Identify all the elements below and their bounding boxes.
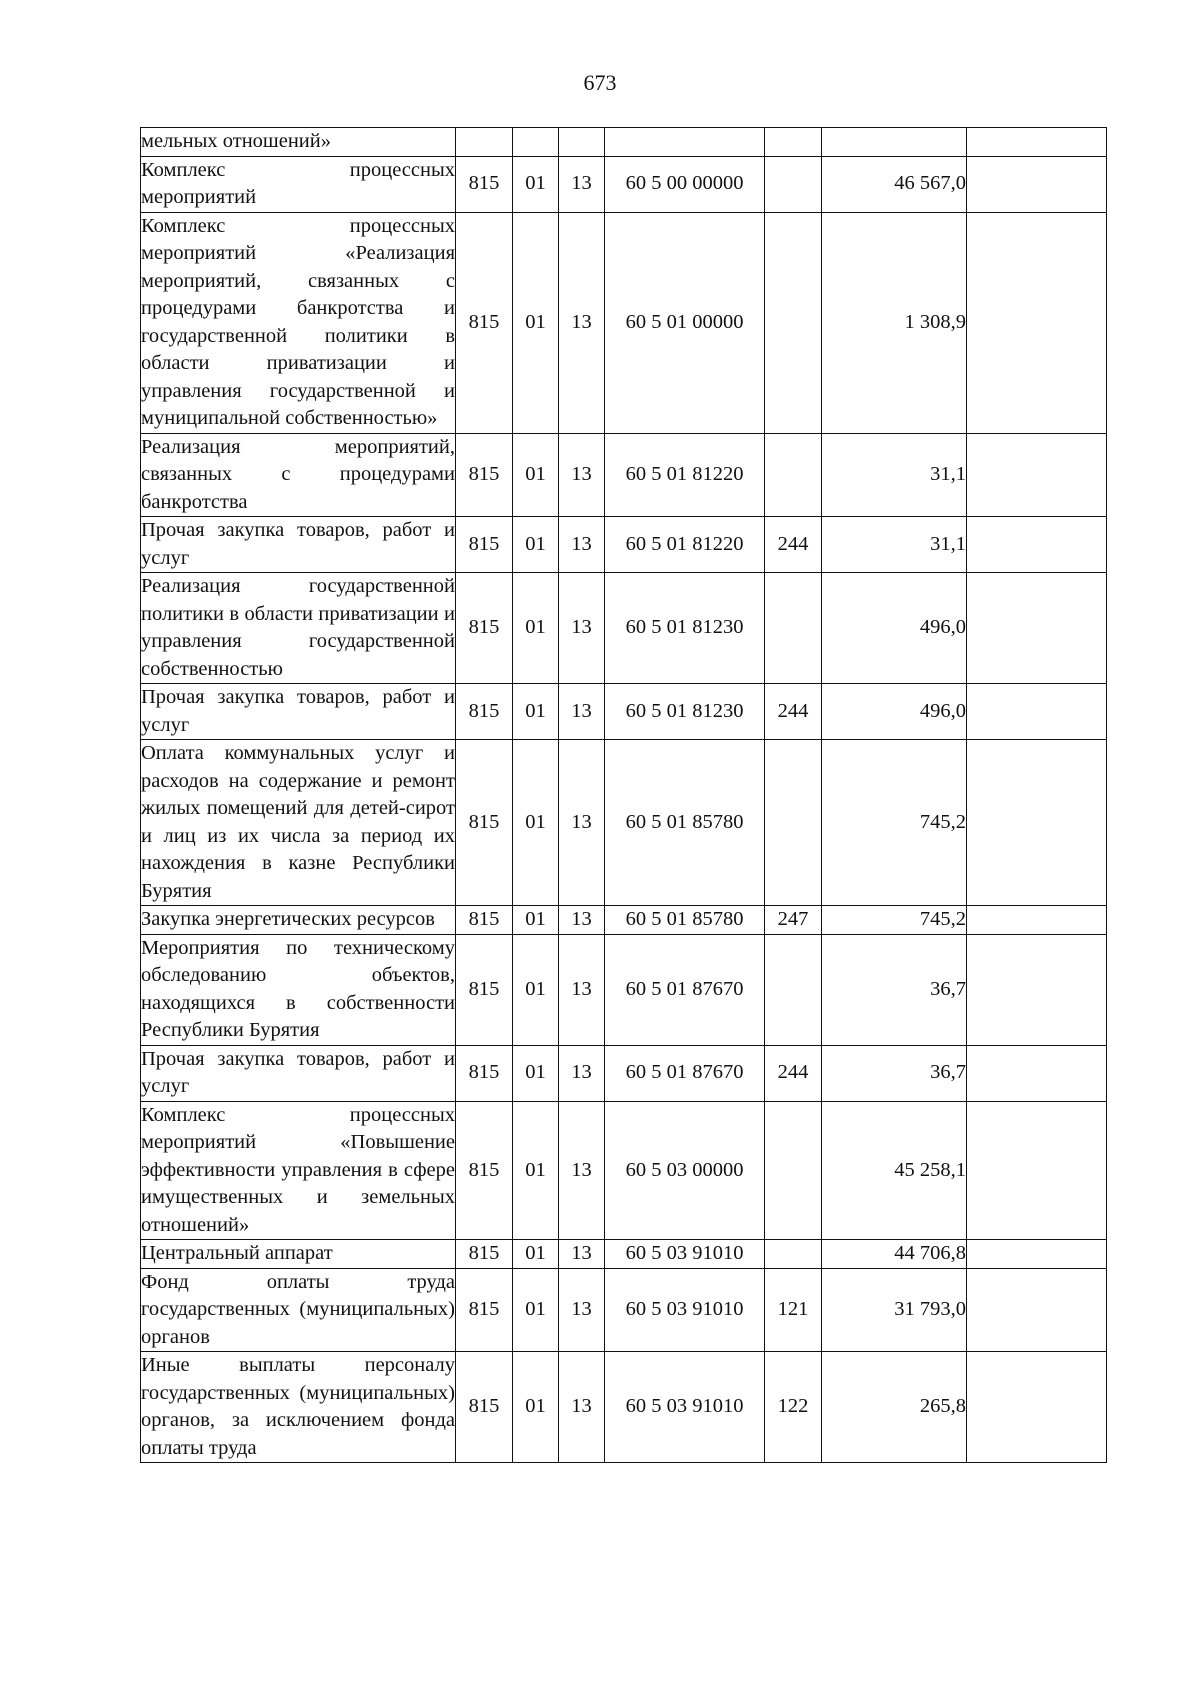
section-code-cell: 01 (513, 1240, 559, 1269)
target-article-cell: 60 5 03 00000 (605, 1101, 765, 1240)
expense-type-cell (765, 1240, 822, 1269)
ministry-code-cell: 815 (456, 1240, 513, 1269)
expense-type-cell: 244 (765, 517, 822, 573)
extra-cell (967, 1268, 1107, 1352)
section-code-cell: 01 (513, 1268, 559, 1352)
amount-cell: 265,8 (822, 1352, 967, 1463)
budget-table (140, 127, 1107, 1463)
subsection-code-cell: 13 (559, 433, 605, 517)
section-code-cell: 01 (513, 156, 559, 212)
subsection-code-cell: 13 (559, 156, 605, 212)
ministry-code-cell: 815 (456, 1045, 513, 1101)
subsection-code-cell: 13 (559, 1268, 605, 1352)
table-row (141, 740, 1107, 906)
expense-type-cell: 244 (765, 1045, 822, 1101)
amount-cell: 45 258,1 (822, 1101, 967, 1240)
ministry-code-cell: 815 (456, 1352, 513, 1463)
target-article-cell: 60 5 03 91010 (605, 1352, 765, 1463)
subsection-code-cell (559, 128, 605, 157)
section-code-cell: 01 (513, 684, 559, 740)
ministry-code-cell: 815 (456, 934, 513, 1045)
ministry-code-cell: 815 (456, 573, 513, 684)
amount-cell: 31,1 (822, 517, 967, 573)
expense-type-cell (765, 740, 822, 906)
row-name-cell: Прочая закупка товаров, работ и услуг (141, 1045, 456, 1101)
row-name-cell: Фонд оплаты труда государственных (муниципальных) органов (141, 1268, 456, 1352)
subsection-code-cell: 13 (559, 517, 605, 573)
subsection-code-cell: 13 (559, 740, 605, 906)
row-name-cell: Мероприятия по техническому обследованию объектов, находящихся в собственности Республики Бурятия (141, 934, 456, 1045)
subsection-code-cell: 13 (559, 1240, 605, 1269)
amount-cell (822, 128, 967, 157)
ministry-code-cell: 815 (456, 433, 513, 517)
ministry-code-cell: 815 (456, 906, 513, 935)
section-code-cell: 01 (513, 433, 559, 517)
row-name-cell: Закупка энергетических ресурсов (141, 906, 456, 935)
ministry-code-cell: 815 (456, 156, 513, 212)
ministry-code-cell: 815 (456, 740, 513, 906)
table-row (141, 1352, 1107, 1463)
row-name-cell: Реализация мероприятий, связанных с процедурами банкротства (141, 433, 456, 517)
expense-type-cell (765, 1101, 822, 1240)
ministry-code-cell: 815 (456, 517, 513, 573)
section-code-cell: 01 (513, 212, 559, 433)
amount-cell: 745,2 (822, 906, 967, 935)
extra-cell (967, 1240, 1107, 1269)
target-article-cell: 60 5 01 87670 (605, 1045, 765, 1101)
row-name-cell: Комплекс процессных мероприятий «Реализация мероприятий, связанных с процедурами банкротства и государственной политики в области приватизации и управления государственной и муниципальной собственностью» (141, 212, 456, 433)
extra-cell (967, 1101, 1107, 1240)
amount-cell: 745,2 (822, 740, 967, 906)
extra-cell (967, 156, 1107, 212)
expense-type-cell (765, 573, 822, 684)
extra-cell (967, 517, 1107, 573)
extra-cell (967, 934, 1107, 1045)
extra-cell (967, 684, 1107, 740)
ministry-code-cell: 815 (456, 212, 513, 433)
target-article-cell: 60 5 01 85780 (605, 906, 765, 935)
expense-type-cell: 244 (765, 684, 822, 740)
ministry-code-cell (456, 128, 513, 157)
target-article-cell: 60 5 01 81230 (605, 684, 765, 740)
extra-cell (967, 433, 1107, 517)
subsection-code-cell: 13 (559, 212, 605, 433)
target-article-cell: 60 5 03 91010 (605, 1268, 765, 1352)
expense-type-cell (765, 433, 822, 517)
table-row (141, 156, 1107, 212)
table-row (141, 1240, 1107, 1269)
target-article-cell: 60 5 01 81220 (605, 433, 765, 517)
amount-cell: 31,1 (822, 433, 967, 517)
table-row (141, 128, 1107, 157)
subsection-code-cell: 13 (559, 684, 605, 740)
subsection-code-cell: 13 (559, 573, 605, 684)
target-article-cell: 60 5 01 87670 (605, 934, 765, 1045)
subsection-code-cell: 13 (559, 1101, 605, 1240)
section-code-cell (513, 128, 559, 157)
ministry-code-cell: 815 (456, 1268, 513, 1352)
target-article-cell: 60 5 01 81220 (605, 517, 765, 573)
extra-cell (967, 1045, 1107, 1101)
row-name-cell: Центральный аппарат (141, 1240, 456, 1269)
expense-type-cell (765, 156, 822, 212)
subsection-code-cell: 13 (559, 906, 605, 935)
expense-type-cell: 121 (765, 1268, 822, 1352)
target-article-cell: 60 5 00 00000 (605, 156, 765, 212)
table-row (141, 1268, 1107, 1352)
expense-type-cell (765, 128, 822, 157)
extra-cell (967, 906, 1107, 935)
budget-table-body (141, 128, 1107, 1463)
extra-cell (967, 1352, 1107, 1463)
expense-type-cell: 247 (765, 906, 822, 935)
section-code-cell: 01 (513, 573, 559, 684)
row-name-cell: мельных отношений» (141, 128, 456, 157)
table-row (141, 1101, 1107, 1240)
row-name-cell: Реализация государственной политики в области приватизации и управления государственной собственностью (141, 573, 456, 684)
amount-cell: 46 567,0 (822, 156, 967, 212)
row-name-cell: Комплекс процессных мероприятий (141, 156, 456, 212)
section-code-cell: 01 (513, 934, 559, 1045)
amount-cell: 496,0 (822, 684, 967, 740)
page-number: 673 (583, 70, 617, 95)
amount-cell: 31 793,0 (822, 1268, 967, 1352)
table-row (141, 212, 1107, 433)
row-name-cell: Комплекс процессных мероприятий «Повышение эффективности управления в сфере имущественных и земельных отношений» (141, 1101, 456, 1240)
section-code-cell: 01 (513, 906, 559, 935)
row-name-cell: Прочая закупка товаров, работ и услуг (141, 517, 456, 573)
row-name-cell: Иные выплаты персоналу государственных (муниципальных) органов, за исключением фонда оплаты труда (141, 1352, 456, 1463)
row-name-cell: Прочая закупка товаров, работ и услуг (141, 684, 456, 740)
amount-cell: 496,0 (822, 573, 967, 684)
amount-cell: 36,7 (822, 1045, 967, 1101)
row-name-cell: Оплата коммунальных услуг и расходов на содержание и ремонт жилых помещений для детей-сирот и лиц из их числа за период их нахождения в казне Республики Бурятия (141, 740, 456, 906)
table-row (141, 684, 1107, 740)
extra-cell (967, 128, 1107, 157)
section-code-cell: 01 (513, 1352, 559, 1463)
section-code-cell: 01 (513, 517, 559, 573)
amount-cell: 44 706,8 (822, 1240, 967, 1269)
target-article-cell: 60 5 03 91010 (605, 1240, 765, 1269)
table-row (141, 433, 1107, 517)
table-row (141, 906, 1107, 935)
ministry-code-cell: 815 (456, 1101, 513, 1240)
expense-type-cell (765, 934, 822, 1045)
amount-cell: 36,7 (822, 934, 967, 1045)
subsection-code-cell: 13 (559, 934, 605, 1045)
target-article-cell: 60 5 01 81230 (605, 573, 765, 684)
table-row (141, 517, 1107, 573)
target-article-cell: 60 5 01 85780 (605, 740, 765, 906)
target-article-cell (605, 128, 765, 157)
expense-type-cell (765, 212, 822, 433)
section-code-cell: 01 (513, 1101, 559, 1240)
expense-type-cell: 122 (765, 1352, 822, 1463)
subsection-code-cell: 13 (559, 1045, 605, 1101)
section-code-cell: 01 (513, 740, 559, 906)
amount-cell: 1 308,9 (822, 212, 967, 433)
extra-cell (967, 740, 1107, 906)
table-row (141, 1045, 1107, 1101)
extra-cell (967, 573, 1107, 684)
extra-cell (967, 212, 1107, 433)
table-row (141, 934, 1107, 1045)
ministry-code-cell: 815 (456, 684, 513, 740)
subsection-code-cell: 13 (559, 1352, 605, 1463)
table-row (141, 573, 1107, 684)
section-code-cell: 01 (513, 1045, 559, 1101)
target-article-cell: 60 5 01 00000 (605, 212, 765, 433)
